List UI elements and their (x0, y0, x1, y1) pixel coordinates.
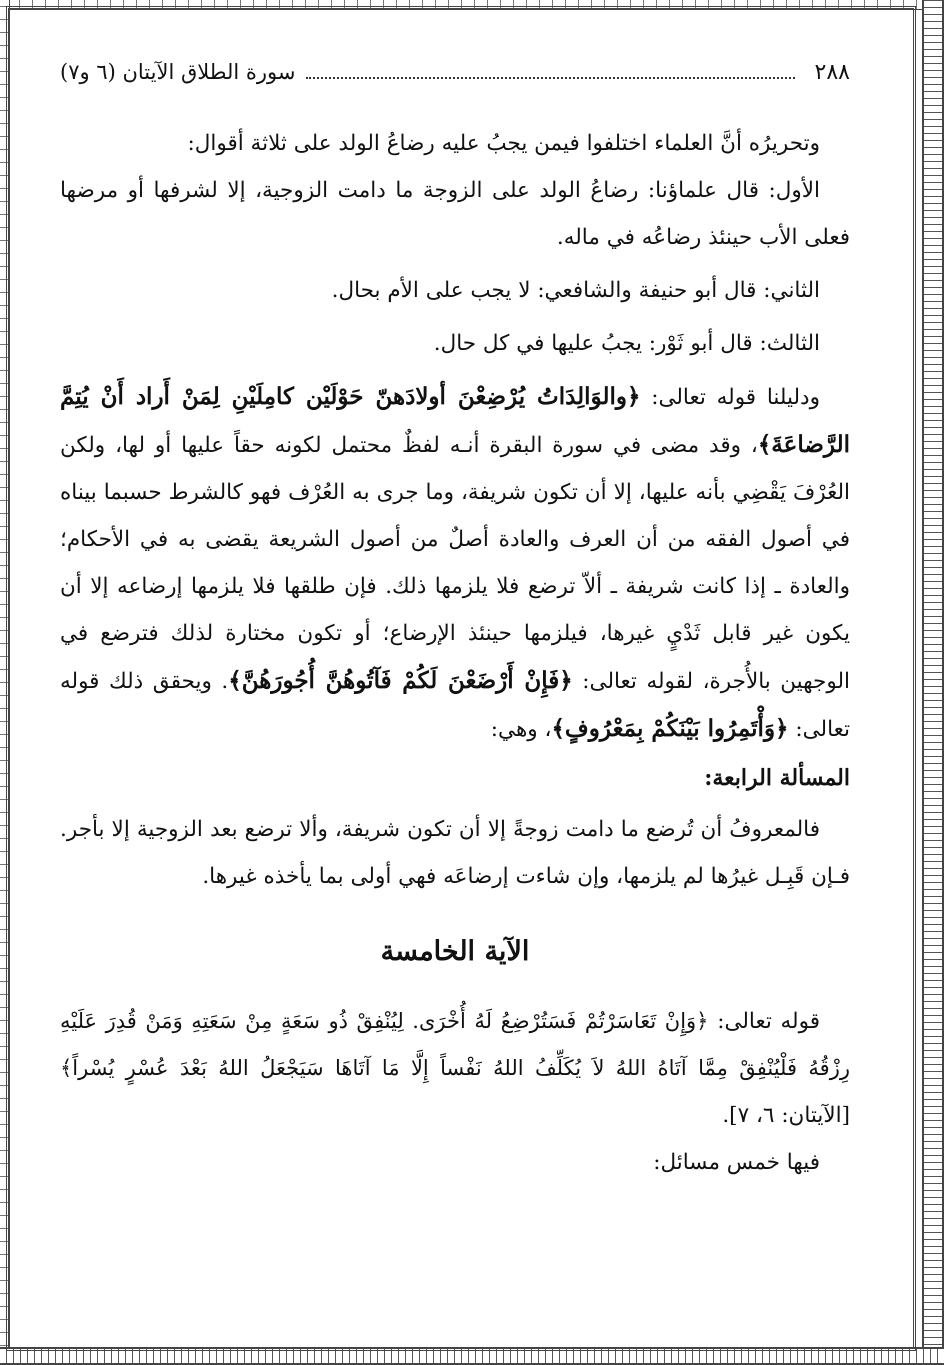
verse-intro: قوله تعالى: (717, 1009, 820, 1034)
evidence-middle: . ويحقق ذلك قوله تعالى: (60, 669, 850, 742)
paragraph-evidence (60, 373, 850, 753)
paragraph-verse-quote (60, 998, 850, 1139)
chapter-heading-fifth-verse: الآية الخامسة (380, 936, 530, 967)
evidence-intro: ودليلنا قوله تعالى: (651, 385, 820, 410)
quran-quote-hardship: ﴿وَإِنْ تَعَاسَرْتُمْ فَسَتُرْضِعُ لَهُ أُخْرَى. لِيُنْفِقْ ذُو سَعَةٍ مِنْ سَعَتِهِ وَمَنْ قُدِرَ عَلَيْهِ رِزْقُهُ فَلْيُنْفِقْ مِمَّا آتَاهُ اللهُ لاَ يُكَلِّفُ اللهُ نَفْساً إِلَّا مَا آتَاهَا سَيَجْعَلُ اللهُ بَعْدَ عُسْرٍ يُسْراً﴾ (60, 1009, 850, 1080)
paragraph-fourth-issue: فالمعروفُ أن تُرضع ما دامت زوجةً إلا أن تكون شريفة، وألا ترضع بعد الزوجية إلا بأجر. فـإن قَبِـل غيرُها لم يلزمها، وإن شاءت إرضاعَه فهي أولى بما يأخذه غيرها. (60, 817, 850, 889)
frame-right-border (922, 0, 944, 1365)
quran-quote-wages: ﴿فَإِنْ أَرْضَعْنَ لَكُمْ فَآتُوهُنَّ أُجُورَهُنَّ﴾ (228, 667, 573, 694)
page-content (60, 60, 850, 1320)
page-body (60, 120, 850, 1186)
quran-quote-consult: ﴿وَأْتَمِرُوا بَيْنَكُمْ بِمَعْرُوفٍ﴾ (551, 715, 789, 742)
header-title: سورة الطلاق الآيتان (٦ و٧) (60, 60, 296, 84)
running-header (60, 60, 850, 100)
evidence-end: ، وهي: (490, 717, 552, 742)
paragraph-first-opinion: الأول: قال علماؤنا: رضاعُ الولد على الزوجة ما دامت الزوجية، إلا لشرفها أو مرضها فعلى الأب حينئذ رضاعُه في ماله. (60, 178, 850, 250)
verse-reference: [الآيتان: ٦، ٧]. (722, 1103, 850, 1128)
paragraph-second-opinion: الثاني: قال أبو حنيفة والشافعي: لا يجب على الأم بحال. (331, 278, 820, 303)
paragraph-third-opinion: الثالث: قال أبو ثَوْر: يجبُ عليها في كل حال. (433, 331, 820, 356)
section-heading-fourth-issue: المسألة الرابعة: (704, 765, 850, 791)
page-number: ٢٨٨ (814, 60, 850, 85)
quran-quote-breastfeeding: ﴿والوَالِدَاتُ يُرْضِعْنَ أولادَهنّ حَوْلَيْن كامِلَيْنِ لِمَنْ أَراد أَنْ يُتِمَّ الرَّضاعَةَ﴾ (60, 383, 850, 458)
paragraph-intro: وتحريرُه أنَّ العلماء اختلفوا فيمن يجبُ عليه رضاعُ الولد على ثلاثة أقوال: (187, 131, 820, 156)
evidence-body: ، وقد مضى في سورة البقرة أنـه لفظٌ محتمل لكونه حقاً عليها أو لها، ولكن العُرْفَ يَقْضِي بأنه عليها، إلا أن تكون شريفة، وما جرى به العُرْف فهو كالشرط حسبما بيناه في أصول الفقه من أن العرف والعادة أصلٌ من أصول الشريعة يقضى به في الأحكام؛ والعادة ـ إذا كانت شريفة ـ ألاّ ترضع فلا يلزمها ذلك. فإن طلقها فلا يلزمها إرضاعه إلا أن يكون غير قابل ثَدْيٍ غيرها، فيلزمها حينئذ الإرضاع؛ أو تكون مختارة لذلك فترضع في الوجهين بالأُجرة، لقوله تعالى: (60, 433, 850, 694)
header-dot-leader (306, 75, 795, 79)
paragraph-five-issues: فيها خمس مسائل: (653, 1150, 820, 1175)
